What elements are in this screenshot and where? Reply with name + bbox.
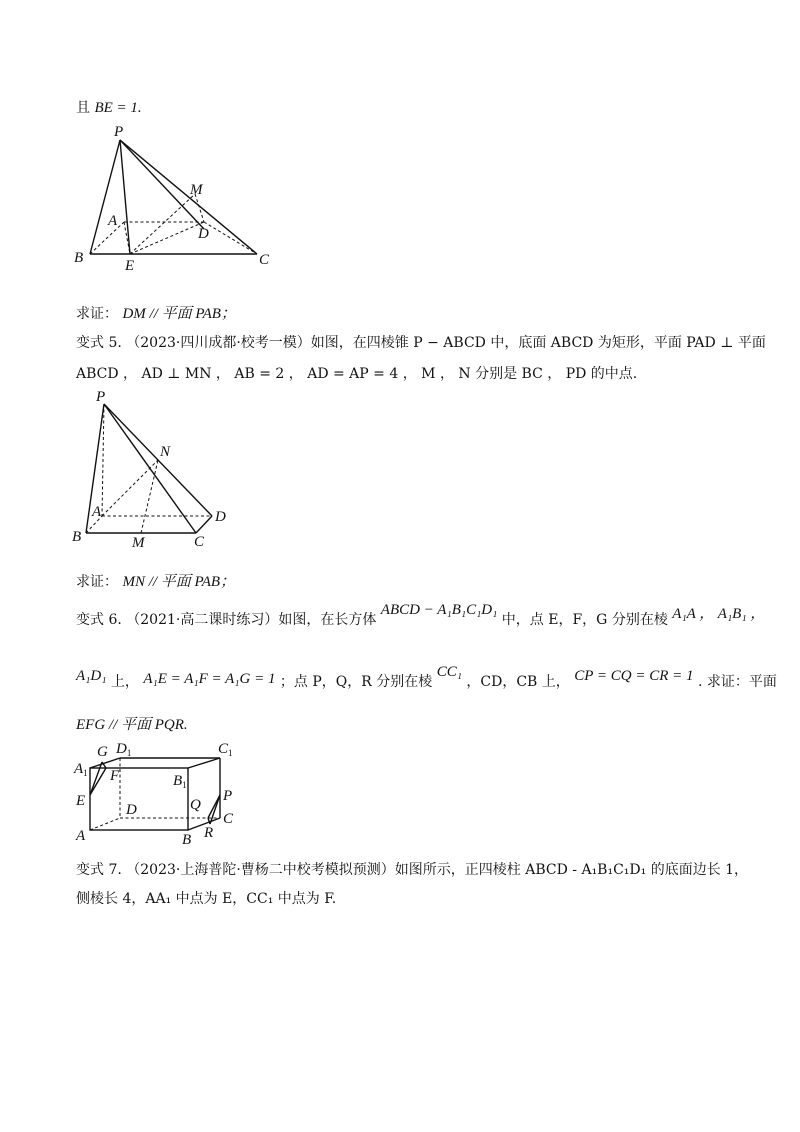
proof5-prefix: 求证： (76, 574, 118, 590)
fig1-label-D: D (198, 226, 209, 242)
fig1-label-B: B (74, 250, 84, 266)
fig3-label-B: B (182, 832, 192, 845)
proof4-math: DM // 平面 PAB； (122, 306, 236, 322)
fig2-label-A: A (92, 504, 102, 520)
fig1-label-E: E (125, 258, 135, 272)
fig3-label-A1: $A_1$ (74, 761, 88, 778)
variant6-text-edges: ，CD，CB 上， (466, 674, 570, 690)
proof5-math: MN // 平面 PAB； (122, 574, 236, 590)
fig1-label-C: C (259, 252, 270, 268)
variant6-math-cp: CP = CQ = CR = 1 (574, 668, 694, 684)
variant5-line2: ABCD ， AD ⊥ MN ， AB = 2 ， AD = AP = 4 ， M ， N 分别是 BC ， PD 的中点. (76, 366, 638, 382)
proof4-prefix: 求证： (76, 306, 118, 322)
fig3-label-C1: $C_1$ (218, 741, 233, 758)
variant6-text-a: 变式 6. （2021·高二课时练习）如图，在长方体 (76, 612, 377, 628)
fig2-label-B: B (72, 529, 82, 545)
variant6-line3: EFG // 平面 PQR. (76, 717, 188, 733)
variant6-text-c: 中，点 E，F，G 分别在棱 (501, 612, 668, 628)
fig3-label-G: G (97, 744, 108, 760)
fig3-label-B1: $B_1$ (173, 773, 187, 790)
proof-line-4 (76, 304, 236, 324)
fig3-label-A: A (76, 828, 86, 844)
variant7-line2: 侧棱长 4，AA₁ 中点为 E，CC₁ 中点为 F. (76, 891, 337, 907)
intro-condition: BE = 1. (94, 100, 142, 116)
variant6-text-prove: . 求证：平面 (697, 674, 777, 690)
fig1-label-M: M (190, 182, 203, 198)
fig3-label-D: D (126, 802, 137, 818)
fig3-label-F: F (110, 768, 120, 784)
figure-2-pyramid (70, 390, 240, 550)
fig3-label-D1: $D_1$ (116, 741, 132, 758)
intro-line (76, 98, 142, 118)
fig2-label-D: D (215, 509, 226, 525)
fig3-label-E: E (76, 793, 86, 809)
fig3-label-C: C (223, 811, 234, 827)
fig1-label-A: A (108, 213, 118, 229)
variant6-line1 (76, 602, 766, 630)
fig3-label-P: P (223, 788, 233, 804)
fig2-label-M: M (132, 535, 145, 550)
figure-3-cuboid (70, 740, 250, 845)
intro-prefix: 且 (76, 100, 90, 116)
variant6-math-cc1: CC₁ (436, 664, 462, 680)
fig2-label-P: P (96, 390, 106, 405)
proof-line-5 (76, 572, 235, 592)
fig2-label-C: C (194, 534, 205, 550)
variant6-text-points: ；点 P，Q，R 分别在棱 (279, 674, 433, 690)
variant6-math-edges: A₁A ， A₁B₁ ， (672, 606, 766, 622)
variant6-math-cuboid: ABCD − A₁B₁C₁D₁ (380, 602, 498, 618)
variant6-math-a1d1: A₁D₁ (76, 668, 107, 684)
variant6-line2 (76, 664, 777, 692)
fig1-label-P: P (114, 124, 124, 140)
figure-1-pyramid (70, 122, 280, 272)
fig3-label-Q: Q (190, 797, 201, 813)
fig2-label-N: N (160, 444, 171, 460)
variant7-line1: 变式 7. （2023·上海普陀·曹杨二中校考模拟预测）如图所示，正四棱柱 ABCD - A₁B₁C₁D₁ 的底面边长 1， (76, 862, 749, 878)
variant6-text-on: 上， (110, 674, 139, 690)
variant6-math-equal-lengths: A₁E = A₁F = A₁G = 1 (143, 671, 276, 687)
fig3-label-R: R (204, 825, 214, 841)
variant5-line1: 变式 5. （2023·四川成都·校考一模）如图，在四棱锥 P − ABCD 中，底面 ABCD 为矩形，平面 PAD ⊥ 平面 (76, 335, 766, 351)
